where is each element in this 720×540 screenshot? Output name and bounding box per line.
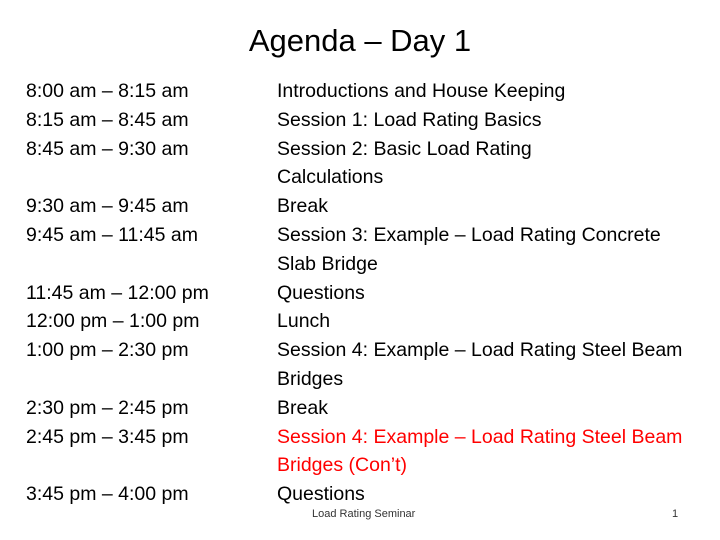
agenda-time: 1:00 pm – 2:30 pm [26,339,189,362]
agenda-time-spacer [26,451,251,480]
agenda-time: 2:45 pm – 3:45 pm [26,425,189,448]
agenda-time-spacer [26,163,251,192]
agenda-time: 8:15 am – 8:45 am [26,108,189,131]
agenda-time-spacer [26,365,251,394]
agenda-item: Session 2: Basic Load Rating [277,137,532,160]
agenda-time: 9:45 am – 11:45 am [26,223,198,246]
agenda-time: 11:45 am – 12:00 pm [26,281,209,304]
agenda-item: Slab Bridge [277,252,378,275]
agenda-item: Session 3: Example – Load Rating Concrete [277,223,661,246]
agenda-times-column [26,77,251,509]
page-number: 1 [671,508,679,520]
agenda-item: Calculations [277,166,384,189]
agenda-time: 12:00 pm – 1:00 pm [26,310,200,333]
agenda-item: Introductions and House Keeping [277,80,566,102]
agenda-item-highlighted: Bridges (Con’t) [277,454,408,477]
agenda-item: Break [277,195,328,218]
footer-label: Load Rating Seminar [312,508,416,520]
agenda-time: 2:30 pm – 2:45 pm [26,396,189,419]
agenda-item: Break [277,396,328,419]
agenda-time: 9:30 am – 9:45 am [26,195,189,218]
agenda-item: Questions [277,281,365,304]
agenda-item: Session 4: Example – Load Rating Steel Beam [277,339,683,362]
agenda-time: 8:00 am – 8:15 am [26,80,189,102]
agenda-time: 8:45 am – 9:30 am [26,137,189,160]
slide-title: Agenda – Day 1 [248,23,472,58]
agenda-item: Session 1: Load Rating Basics [277,108,542,131]
agenda-item: Bridges [277,367,344,390]
agenda-item: Questions [277,483,365,506]
agenda-time-spacer [26,250,251,279]
agenda-item: Lunch [277,310,331,333]
agenda-item-highlighted: Session 4: Example – Load Rating Steel Beam [277,425,683,448]
agenda-items-column [277,77,717,509]
agenda-time: 3:45 pm – 4:00 pm [26,483,189,506]
